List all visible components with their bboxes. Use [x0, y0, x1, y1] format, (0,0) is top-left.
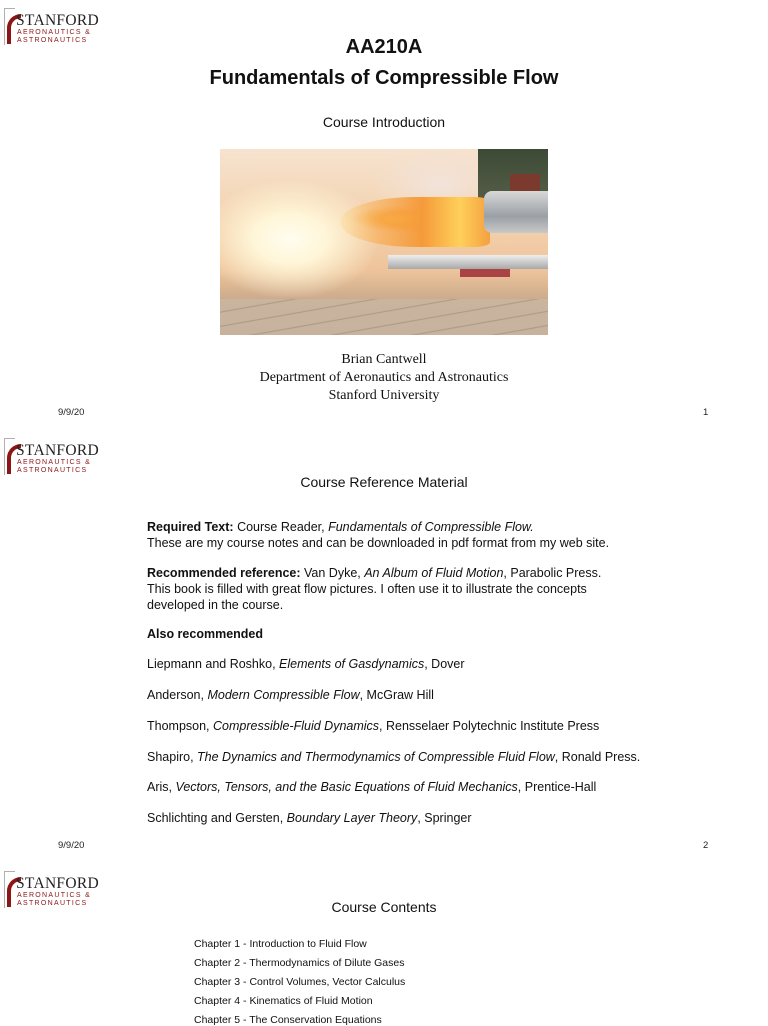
- author-name: Brian Cantwell: [341, 352, 427, 367]
- logo-line2: ASTRONAUTICS: [17, 37, 88, 44]
- slide-title: Course Contents: [331, 899, 437, 915]
- logo-name: STANFORD: [16, 442, 99, 459]
- logo-line1: AERONAUTICS &: [17, 459, 92, 466]
- chapter-item: Chapter 4 - Kinematics of Fluid Motion: [194, 995, 373, 1007]
- logo-line2: ASTRONAUTICS: [17, 467, 88, 474]
- logo-name: STANFORD: [16, 875, 99, 892]
- slide-date: 9/9/20: [58, 840, 85, 851]
- logo-name: STANFORD: [16, 12, 99, 29]
- logo-line1: AERONAUTICS &: [17, 29, 92, 36]
- recommended-book-title: An Album of Fluid Motion: [364, 566, 504, 580]
- reference-item: Schlichting and Gersten, Boundary Layer Theory, Springer: [147, 811, 472, 825]
- slide-date: 9/9/20: [58, 407, 85, 418]
- also-recommended-label: Also recommended: [147, 627, 264, 641]
- rocket-engine-photo: [220, 149, 548, 335]
- course-code: AA210A: [345, 36, 423, 58]
- reference-item: Liepmann and Roshko, Elements of Gasdynamics, Dover: [147, 657, 465, 671]
- slide-title: Course Reference Material: [300, 474, 468, 490]
- slide-subtitle: Course Introduction: [322, 114, 446, 130]
- chapter-item: Chapter 1 - Introduction to Fluid Flow: [194, 938, 367, 950]
- required-text: Required Text: Course Reader, Fundamentals of Compressible Flow. These are my course notes and can be downloaded in pdf format from my web site.: [147, 520, 610, 550]
- author-department: Department of Aeronautics and Astronautics: [259, 370, 509, 385]
- page-number: 1: [703, 407, 709, 418]
- chapter-item: Chapter 2 - Thermodynamics of Dilute Gases: [194, 957, 405, 969]
- reference-item: Shapiro, The Dynamics and Thermodynamics of Compressible Fluid Flow, Ronald Press.: [147, 750, 641, 764]
- recommended-label: Recommended reference:: [147, 566, 301, 580]
- reference-item: Aris, Vectors, Tensors, and the Basic Equations of Fluid Mechanics, Prentice-Hall: [147, 780, 597, 794]
- required-label: Required Text:: [147, 520, 234, 534]
- page-number: 2: [703, 840, 709, 851]
- required-book-title: Fundamentals of Compressible Flow.: [328, 520, 534, 534]
- logo-line1: AERONAUTICS &: [17, 892, 92, 899]
- chapter-item: Chapter 5 - The Conservation Equations: [194, 1014, 382, 1026]
- reference-item: Anderson, Modern Compressible Flow, McGraw Hill: [147, 688, 434, 702]
- course-title: Fundamentals of Compressible Flow: [209, 67, 559, 89]
- reference-item: Thompson, Compressible-Fluid Dynamics, Rensselaer Polytechnic Institute Press: [147, 719, 600, 733]
- logo-line2: ASTRONAUTICS: [17, 900, 88, 907]
- author-university: Stanford University: [328, 388, 440, 403]
- required-note: These are my course notes and can be downloaded in pdf format from my web site.: [147, 536, 610, 550]
- recommended-reference: Recommended reference: Van Dyke, An Album of Fluid Motion, Parabolic Press. This book is filled with great flow pictures. I often use it to illustrate the concepts developed in the course.: [147, 566, 602, 612]
- chapter-item: Chapter 3 - Control Volumes, Vector Calculus: [194, 976, 406, 988]
